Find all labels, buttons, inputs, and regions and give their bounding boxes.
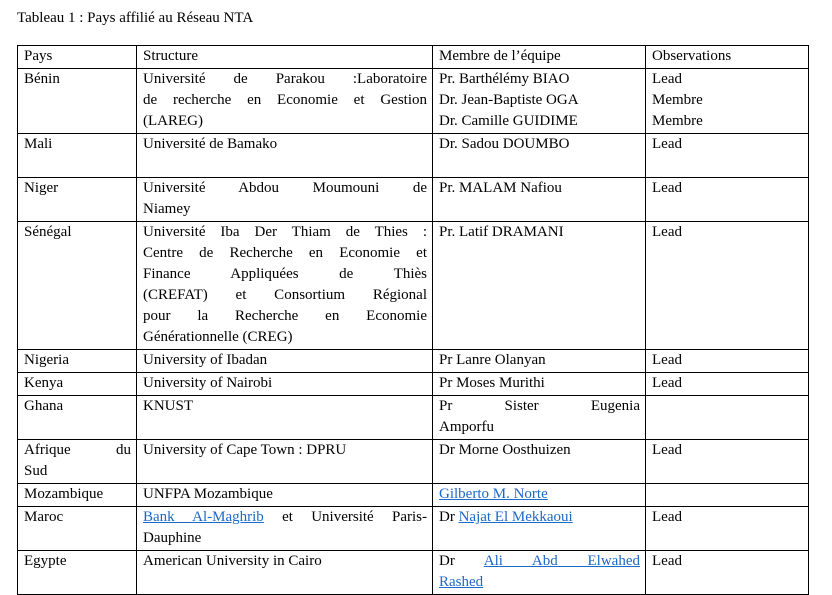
table-row	[18, 222, 809, 350]
cell-structure	[137, 350, 433, 373]
cell-pays	[18, 134, 137, 178]
cell-membre	[433, 484, 646, 507]
cell-line	[143, 373, 427, 394]
cell-line	[143, 327, 427, 348]
cell-pays	[18, 396, 137, 440]
cell-pays	[18, 484, 137, 507]
cell-line	[439, 90, 640, 111]
nta-affiliation-table	[17, 45, 809, 595]
cell-membre	[433, 350, 646, 373]
text-segment: Membre	[652, 92, 703, 108]
cell-line	[652, 222, 803, 243]
text-segment: Ghana	[24, 398, 64, 414]
cell-pays	[18, 69, 137, 134]
cell-line	[24, 461, 131, 482]
cell-line	[143, 90, 427, 111]
table-row	[18, 396, 809, 440]
cell-pays	[18, 350, 137, 373]
cell-line	[143, 134, 427, 155]
text-segment: Pr. MALAM Nafiou	[439, 180, 562, 196]
text-segment: Sénégal	[24, 224, 72, 240]
text-segment: University of Cape Town : DPRU	[143, 442, 347, 458]
cell-line	[652, 69, 803, 90]
text-segment: Nigeria	[24, 352, 69, 368]
text-segment: Pr. Latif DRAMANI	[439, 224, 564, 240]
text-segment: Sud	[24, 463, 48, 479]
cell-line	[439, 69, 640, 90]
text-segment: UNFPA Mozambique	[143, 486, 273, 502]
table-row	[18, 373, 809, 396]
cell-membre	[433, 134, 646, 178]
text-segment: Lead	[652, 442, 682, 458]
cell-pays	[18, 222, 137, 350]
cell-membre	[433, 396, 646, 440]
table-row	[18, 178, 809, 222]
hyperlink[interactable]: Rashed	[439, 574, 484, 590]
text-segment: Université de Parakou :Laboratoire	[143, 71, 427, 87]
text-segment: Lead	[652, 136, 682, 152]
cell-line	[24, 396, 131, 417]
cell-observations	[646, 484, 809, 507]
cell-structure	[137, 440, 433, 484]
cell-structure	[137, 134, 433, 178]
cell-line	[24, 222, 131, 243]
text-segment: Université de Bamako	[143, 136, 278, 152]
cell-structure	[137, 373, 433, 396]
cell-membre	[433, 178, 646, 222]
cell-line	[439, 396, 640, 417]
text-segment: KNUST	[143, 398, 194, 414]
cell-membre	[433, 507, 646, 551]
text-segment: Dr	[439, 553, 484, 569]
text-segment: Lead	[652, 553, 682, 569]
column-header-structure: Structure	[137, 46, 433, 69]
text-segment: Niger	[24, 180, 59, 196]
table-row	[18, 69, 809, 134]
cell-structure	[137, 69, 433, 134]
cell-line	[439, 507, 640, 528]
table-row	[18, 484, 809, 507]
text-segment: Dr. Jean-Baptiste OGA	[439, 92, 579, 108]
cell-line	[652, 350, 803, 371]
text-segment: Afrique du	[24, 442, 131, 458]
cell-line	[24, 373, 131, 394]
cell-line	[24, 350, 131, 371]
cell-line	[24, 440, 131, 461]
table-row	[18, 551, 809, 595]
text-segment: Bénin	[24, 71, 60, 87]
cell-line	[143, 350, 427, 371]
cell-pays	[18, 178, 137, 222]
text-segment: Générationnelle (CREG)	[143, 329, 293, 345]
cell-line	[652, 373, 803, 394]
cell-line	[143, 551, 427, 572]
cell-line	[143, 306, 427, 327]
text-segment: University of Nairobi	[143, 375, 273, 391]
column-header-membre: Membre de l’équipe	[433, 46, 646, 69]
cell-line	[24, 507, 131, 528]
text-segment: Lead	[652, 509, 682, 525]
cell-pays	[18, 507, 137, 551]
cell-membre	[433, 440, 646, 484]
hyperlink[interactable]: Najat El Mekkaoui	[458, 509, 573, 525]
cell-line	[143, 111, 427, 132]
cell-observations	[646, 134, 809, 178]
text-segment: Dr. Camille GUIDIME	[439, 113, 578, 129]
hyperlink[interactable]: Ali Abd Elwahed	[483, 553, 640, 569]
cell-line	[652, 178, 803, 199]
text-segment: Lead	[652, 224, 682, 240]
cell-structure	[137, 551, 433, 595]
cell-line	[143, 507, 427, 528]
text-segment: Université Iba Der Thiam de Thies :	[143, 224, 427, 240]
cell-observations	[646, 222, 809, 350]
text-segment: Dauphine	[143, 530, 202, 546]
cell-line	[143, 178, 427, 199]
cell-line	[439, 134, 640, 155]
cell-line	[652, 90, 803, 111]
text-segment: et Université Paris-	[263, 509, 427, 525]
text-segment: Pr. Barthélémy BIAO	[439, 71, 570, 87]
cell-line	[143, 396, 427, 417]
cell-structure	[137, 484, 433, 507]
cell-observations	[646, 69, 809, 134]
cell-structure	[137, 222, 433, 350]
cell-observations	[646, 396, 809, 440]
cell-line	[439, 111, 640, 132]
cell-line	[652, 507, 803, 528]
cell-line	[652, 440, 803, 461]
cell-line	[439, 440, 640, 461]
cell-membre	[433, 551, 646, 595]
cell-line	[143, 528, 427, 549]
cell-line	[652, 551, 803, 572]
cell-pays	[18, 373, 137, 396]
text-segment: de recherche en Economie et Gestion	[143, 92, 427, 108]
table-row	[18, 134, 809, 178]
cell-line	[439, 484, 640, 505]
table-body	[18, 69, 809, 595]
cell-line	[143, 69, 427, 90]
cell-membre	[433, 222, 646, 350]
cell-line	[439, 178, 640, 199]
table-row	[18, 507, 809, 551]
cell-line	[24, 134, 131, 155]
text-segment: Dr	[439, 509, 459, 525]
text-segment: Pr Sister Eugenia	[439, 398, 640, 414]
text-segment: Mozambique	[24, 486, 104, 502]
text-segment: Egypte	[24, 553, 67, 569]
cell-observations	[646, 551, 809, 595]
cell-line	[439, 551, 640, 572]
text-segment: Dr Morne Oosthuizen	[439, 442, 571, 458]
text-segment: Mali	[24, 136, 53, 152]
text-segment: American University in Cairo	[143, 553, 322, 569]
text-segment: Kenya	[24, 375, 64, 391]
text-segment: Pr Lanre Olanyan	[439, 352, 546, 368]
text-segment: Pr Moses Murithi	[439, 375, 545, 391]
text-segment: Finance Appliquées de Thiès	[143, 266, 427, 282]
text-segment: Maroc	[24, 509, 64, 525]
table-header-row	[18, 46, 809, 69]
cell-structure	[137, 507, 433, 551]
text-segment: University of Ibadan	[143, 352, 268, 368]
cell-line	[439, 222, 640, 243]
cell-line	[652, 134, 803, 155]
cell-observations	[646, 350, 809, 373]
cell-line	[24, 69, 131, 90]
text-segment: Université Abdou Moumouni de	[143, 180, 427, 196]
cell-line	[143, 222, 427, 243]
cell-line	[143, 155, 427, 176]
cell-line	[439, 350, 640, 371]
cell-line	[143, 264, 427, 285]
text-segment: Dr. Sadou DOUMBO	[439, 136, 570, 152]
column-header-observations: Observations	[646, 46, 809, 69]
hyperlink[interactable]: Bank Al-Maghrib	[143, 509, 264, 525]
text-segment: Lead	[652, 352, 682, 368]
cell-line	[652, 111, 803, 132]
table-row	[18, 440, 809, 484]
cell-membre	[433, 373, 646, 396]
text-segment: Centre de Recherche en Economie et	[143, 245, 427, 261]
cell-observations	[646, 373, 809, 396]
text-segment: pour la Recherche en Economie	[143, 308, 427, 324]
cell-line	[439, 417, 640, 438]
cell-pays	[18, 551, 137, 595]
cell-line	[143, 440, 427, 461]
cell-observations	[646, 507, 809, 551]
cell-observations	[646, 440, 809, 484]
cell-line	[439, 572, 640, 593]
text-segment: (CREFAT) et Consortium Régional	[143, 287, 427, 303]
cell-line	[143, 484, 427, 505]
cell-line	[24, 178, 131, 199]
cell-observations	[646, 178, 809, 222]
cell-membre	[433, 69, 646, 134]
table-caption: Tableau 1 : Pays affilié au Réseau NTA	[17, 10, 254, 26]
column-header-pays: Pays	[18, 46, 137, 69]
cell-structure	[137, 178, 433, 222]
cell-line	[439, 373, 640, 394]
cell-line	[143, 199, 427, 220]
table-row	[18, 350, 809, 373]
cell-structure	[137, 396, 433, 440]
text-segment: Amporfu	[439, 419, 494, 435]
text-segment: Lead	[652, 375, 682, 391]
hyperlink[interactable]: Gilberto M. Norte	[439, 486, 548, 502]
cell-line	[143, 243, 427, 264]
cell-line	[24, 551, 131, 572]
cell-line	[143, 285, 427, 306]
text-segment: Niamey	[143, 201, 191, 217]
cell-pays	[18, 440, 137, 484]
text-segment: Lead	[652, 71, 682, 87]
text-segment: Lead	[652, 180, 682, 196]
cell-line	[24, 484, 131, 505]
text-segment: Membre	[652, 113, 703, 129]
text-segment: (LAREG)	[143, 113, 203, 129]
